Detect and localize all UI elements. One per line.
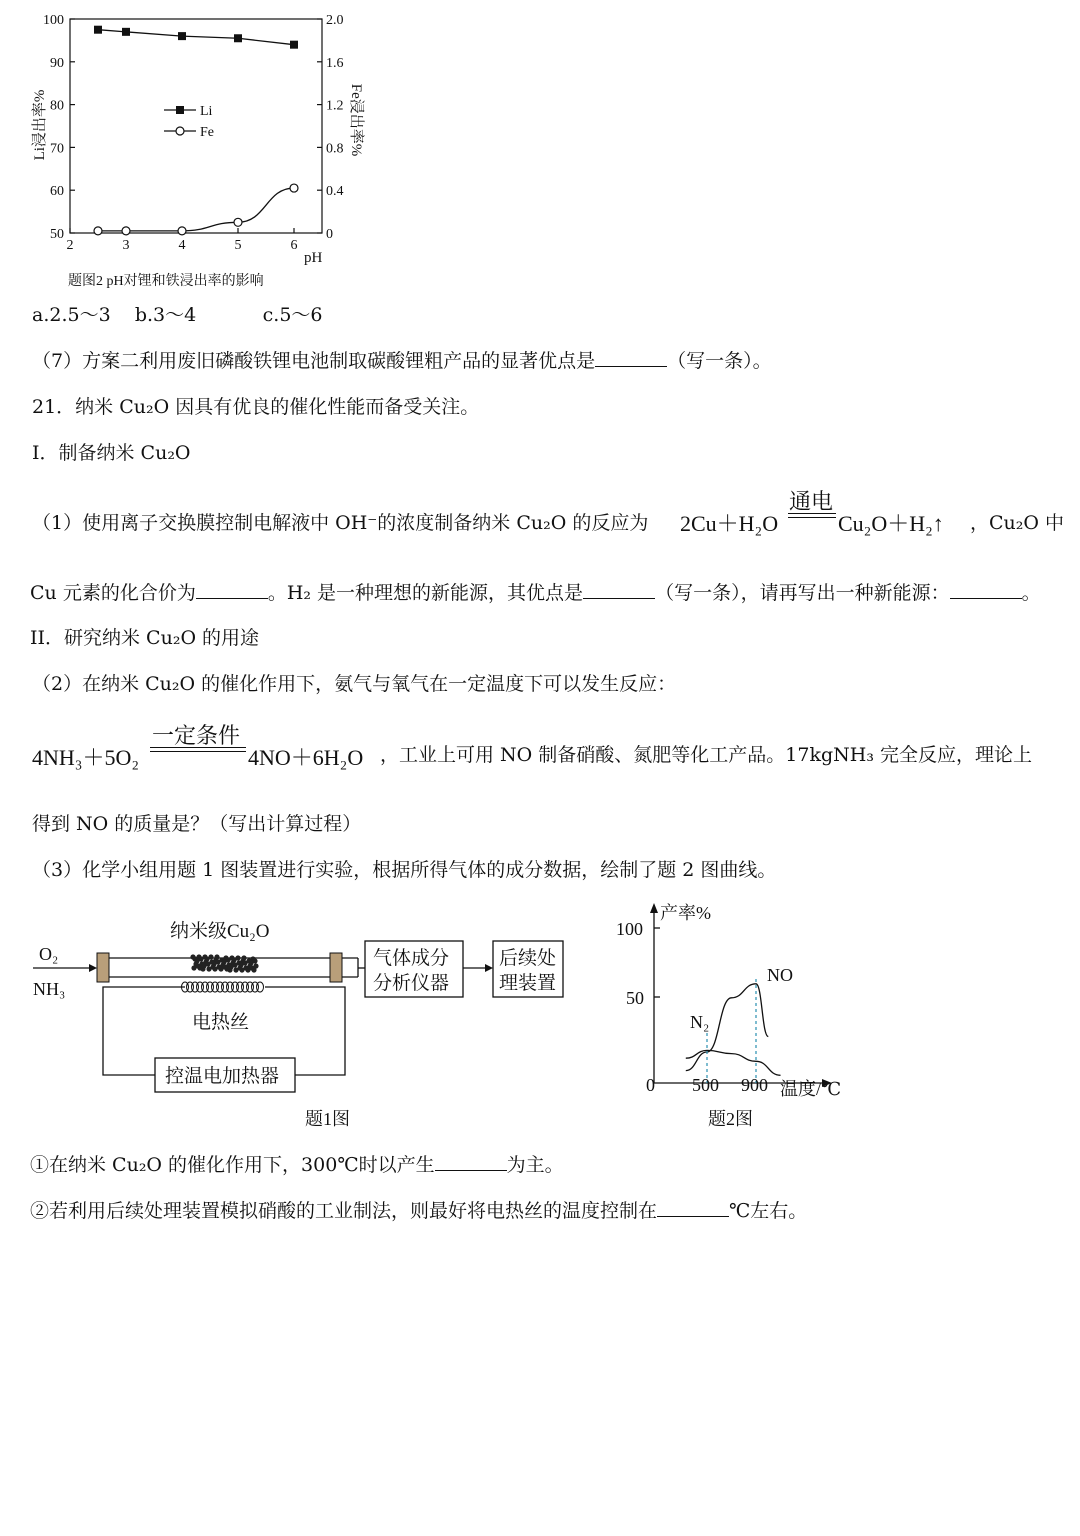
- catalyst-label: 纳米级Cu₂O: [170, 921, 270, 942]
- fig2-x0: 0: [646, 1075, 655, 1095]
- question-3-2: [30, 1198, 807, 1223]
- fig2-y-arrowhead: [650, 903, 658, 913]
- coil-loop: [257, 982, 264, 992]
- q2-line2: 得到 NO 的质量是？（写出计算过程）: [32, 813, 362, 835]
- analyzer-line1: 气体成分: [373, 948, 450, 969]
- catalyst-granule: [238, 962, 243, 967]
- q2-eq-double-line: [150, 747, 246, 752]
- q1-eq-right: Cu₂O＋H₂↑: [838, 511, 944, 536]
- chart1-left-tick-label: 60: [50, 184, 64, 200]
- li-point: [290, 41, 298, 49]
- fe-point: [122, 227, 130, 235]
- catalyst-granule: [218, 966, 223, 971]
- catalyst-granule: [224, 966, 229, 971]
- q2-intro: （2）在纳米 Cu₂O 的催化作用下，氨气与氧气在一定温度下可以发生反应：: [32, 673, 677, 695]
- catalyst-granule: [251, 967, 256, 972]
- inlet-arrowhead: [89, 964, 97, 972]
- q1-prefix: （1）使用离子交换膜控制电解液中 OH⁻的浓度制备纳米 Cu₂O 的反应为: [32, 512, 649, 534]
- fig2-caption: 题2图: [708, 1109, 753, 1129]
- heater-circuit: [103, 987, 185, 1075]
- fig2-y100: 100: [616, 919, 643, 939]
- yield-temperature-chart: [600, 895, 870, 1140]
- catalyst-granule: [212, 966, 217, 971]
- q3-1-post: 为主。: [506, 1154, 564, 1176]
- heater-circuit-right: [265, 987, 345, 1075]
- chart1-caption: 题图2 pH对锂和铁浸出率的影响: [68, 274, 264, 289]
- chart1-right-tick-label: 0.8: [326, 141, 344, 157]
- q7-text: （7）方案二利用废旧磷酸铁锂电池制取碳酸锂粗产品的显著优点是: [32, 350, 596, 372]
- chart1-left-tick-label: 50: [50, 227, 64, 242]
- catalyst-granule: [191, 965, 196, 970]
- wire-label: 电热丝: [192, 1012, 250, 1033]
- chart1-left-axis-label: Li浸出率%: [32, 89, 48, 161]
- fig2-y50: 50: [626, 988, 644, 1008]
- q2-suffix: ，工业上可用 NO 制备硝酸、氮肥等化工产品。17kgNH₃ 完全反应，理论上: [380, 744, 1032, 766]
- chart1-right-axis-label: Fe浸出率%: [348, 83, 364, 157]
- li-point: [234, 34, 242, 42]
- q3-2-blank: [657, 1198, 729, 1217]
- chart1-right-tick-label: 1.6: [326, 55, 344, 71]
- q1-blank-advantage: [583, 580, 655, 599]
- chart1-left-tick-label: 90: [50, 55, 64, 71]
- chart1-left-tick-label: 70: [50, 141, 64, 157]
- q2-eq-right: 4NO＋6H₂O: [248, 745, 364, 770]
- apparatus-diagram: [25, 905, 585, 1135]
- fe-point: [290, 184, 298, 192]
- chart1-right-tick-label: 1.2: [326, 98, 344, 114]
- li-point: [178, 32, 186, 40]
- q1-eq-double-line: [788, 513, 836, 518]
- catalyst-granule: [204, 956, 209, 961]
- treatment-line1: 后续处: [499, 948, 557, 969]
- chart1-right-tick-label: 0.4: [326, 184, 344, 200]
- q1-line2-b: 。H₂ 是一种理想的新能源，其优点是: [267, 582, 584, 604]
- li-point: [94, 26, 102, 34]
- catalyst-granule: [248, 960, 253, 965]
- analyzer-arrowhead: [485, 964, 493, 972]
- right-stopper: [330, 953, 342, 982]
- catalyst-pile: [190, 954, 258, 972]
- analyzer-line2: 分析仪器: [373, 973, 450, 994]
- chart1-x-tick-label: 3: [122, 238, 130, 253]
- chart1-x-tick-label: 5: [234, 238, 242, 253]
- chart1-x-tick-label: 4: [178, 238, 186, 253]
- q3-1-blank: [435, 1152, 507, 1171]
- fe-series-line: [98, 188, 294, 231]
- n2-curve: [686, 1050, 781, 1075]
- li-point: [122, 28, 130, 36]
- chart1-right-tick-label: 0: [326, 227, 333, 242]
- q7-tail: （写一条）。: [667, 350, 772, 372]
- heating-coil: [182, 982, 264, 992]
- q7-blank: [595, 348, 667, 367]
- catalyst-granule: [206, 966, 211, 971]
- chart1-left-tick-label: 80: [50, 98, 64, 114]
- fig2-x900: 900: [741, 1075, 768, 1095]
- catalyst-granule: [211, 961, 216, 966]
- q1-suffix: ，Cu₂O 中: [970, 512, 1065, 534]
- fig2-x500: 500: [692, 1075, 719, 1095]
- q1-blank-energy: [950, 580, 1022, 599]
- nh3-label: NH₃: [33, 979, 66, 999]
- q3-1-pre: ①在纳米 Cu₂O 的催化作用下，300℃时以产生: [30, 1154, 435, 1176]
- q1-eq-left: 2Cu＋H₂O: [680, 511, 779, 536]
- catalyst-granule: [214, 954, 219, 959]
- q3-2-post: ℃左右。: [729, 1200, 808, 1222]
- chart1-left-tick-label: 100: [43, 13, 64, 28]
- chart1-x-label: pH: [304, 250, 323, 266]
- chart1-x-tick-label: 6: [290, 238, 298, 253]
- catalyst-granule: [233, 967, 238, 972]
- q1-line2-a: Cu 元素的化合价为: [30, 582, 196, 604]
- treatment-line2: 理装置: [499, 973, 557, 994]
- q2-eq-left: 4NH₃＋5O₂: [32, 745, 140, 770]
- question-21: 21．纳米 Cu₂O 因具有优良的催化性能而备受关注。: [32, 396, 480, 418]
- fig2-no-label: NO: [767, 965, 793, 985]
- q1-eq-condition: 通电: [789, 490, 834, 515]
- q3-2-pre: ②若利用后续处理装置模拟硝酸的工业制法，则最好将电热丝的温度控制在: [30, 1200, 658, 1222]
- chart1-x-tick-label: 2: [66, 238, 74, 253]
- fe-point: [234, 218, 242, 226]
- legend-fe-marker: [176, 127, 184, 135]
- section-1-title: I．制备纳米 Cu₂O: [32, 442, 191, 464]
- q2-eq-condition: 一定条件: [152, 724, 241, 749]
- catalyst-granule: [197, 965, 202, 970]
- section-2-title: II．研究纳米 Cu₂O 的用途: [30, 627, 260, 649]
- catalyst-granule: [245, 967, 250, 972]
- heater-label: 控温电加热器: [165, 1066, 280, 1087]
- left-stopper: [97, 953, 109, 982]
- q1-blank-valence: [196, 580, 268, 599]
- ph-leaching-chart: [0, 0, 420, 300]
- catalyst-granule: [241, 955, 246, 960]
- catalyst-granule: [194, 958, 199, 963]
- chart1-right-tick-label: 2.0: [326, 13, 344, 28]
- catalyst-granule: [221, 959, 226, 964]
- q1-line2: [30, 580, 1041, 605]
- fig2-n2-label: N₂: [690, 1012, 710, 1032]
- question-3: （3）化学小组用题 1 图装置进行实验，根据所得气体的成分数据，绘制了题 2 图曲线。: [32, 859, 777, 881]
- fig1-caption: 题1图: [305, 1109, 350, 1129]
- question-3-1: [30, 1152, 564, 1177]
- catalyst-granule: [231, 957, 236, 962]
- legend-li-label: Li: [200, 104, 213, 119]
- fe-point: [94, 227, 102, 235]
- catalyst-granule: [239, 967, 244, 972]
- legend-fe-label: Fe: [200, 125, 214, 140]
- chart1-plot-frame: [70, 19, 322, 233]
- fig2-x-label: 温度/℃: [780, 1079, 842, 1099]
- fig2-y-label: 产率%: [660, 903, 711, 923]
- q1-line2-c: （写一条），请再写出一种新能源：: [655, 582, 950, 604]
- answer-options: a.2.5～3 b.3～4 c.5～6: [32, 304, 323, 326]
- question-7: [32, 348, 772, 373]
- o2-label: O₂: [39, 944, 59, 964]
- fe-point: [178, 227, 186, 235]
- q1-line2-d: 。: [1021, 582, 1041, 604]
- legend-li-marker: [176, 106, 184, 114]
